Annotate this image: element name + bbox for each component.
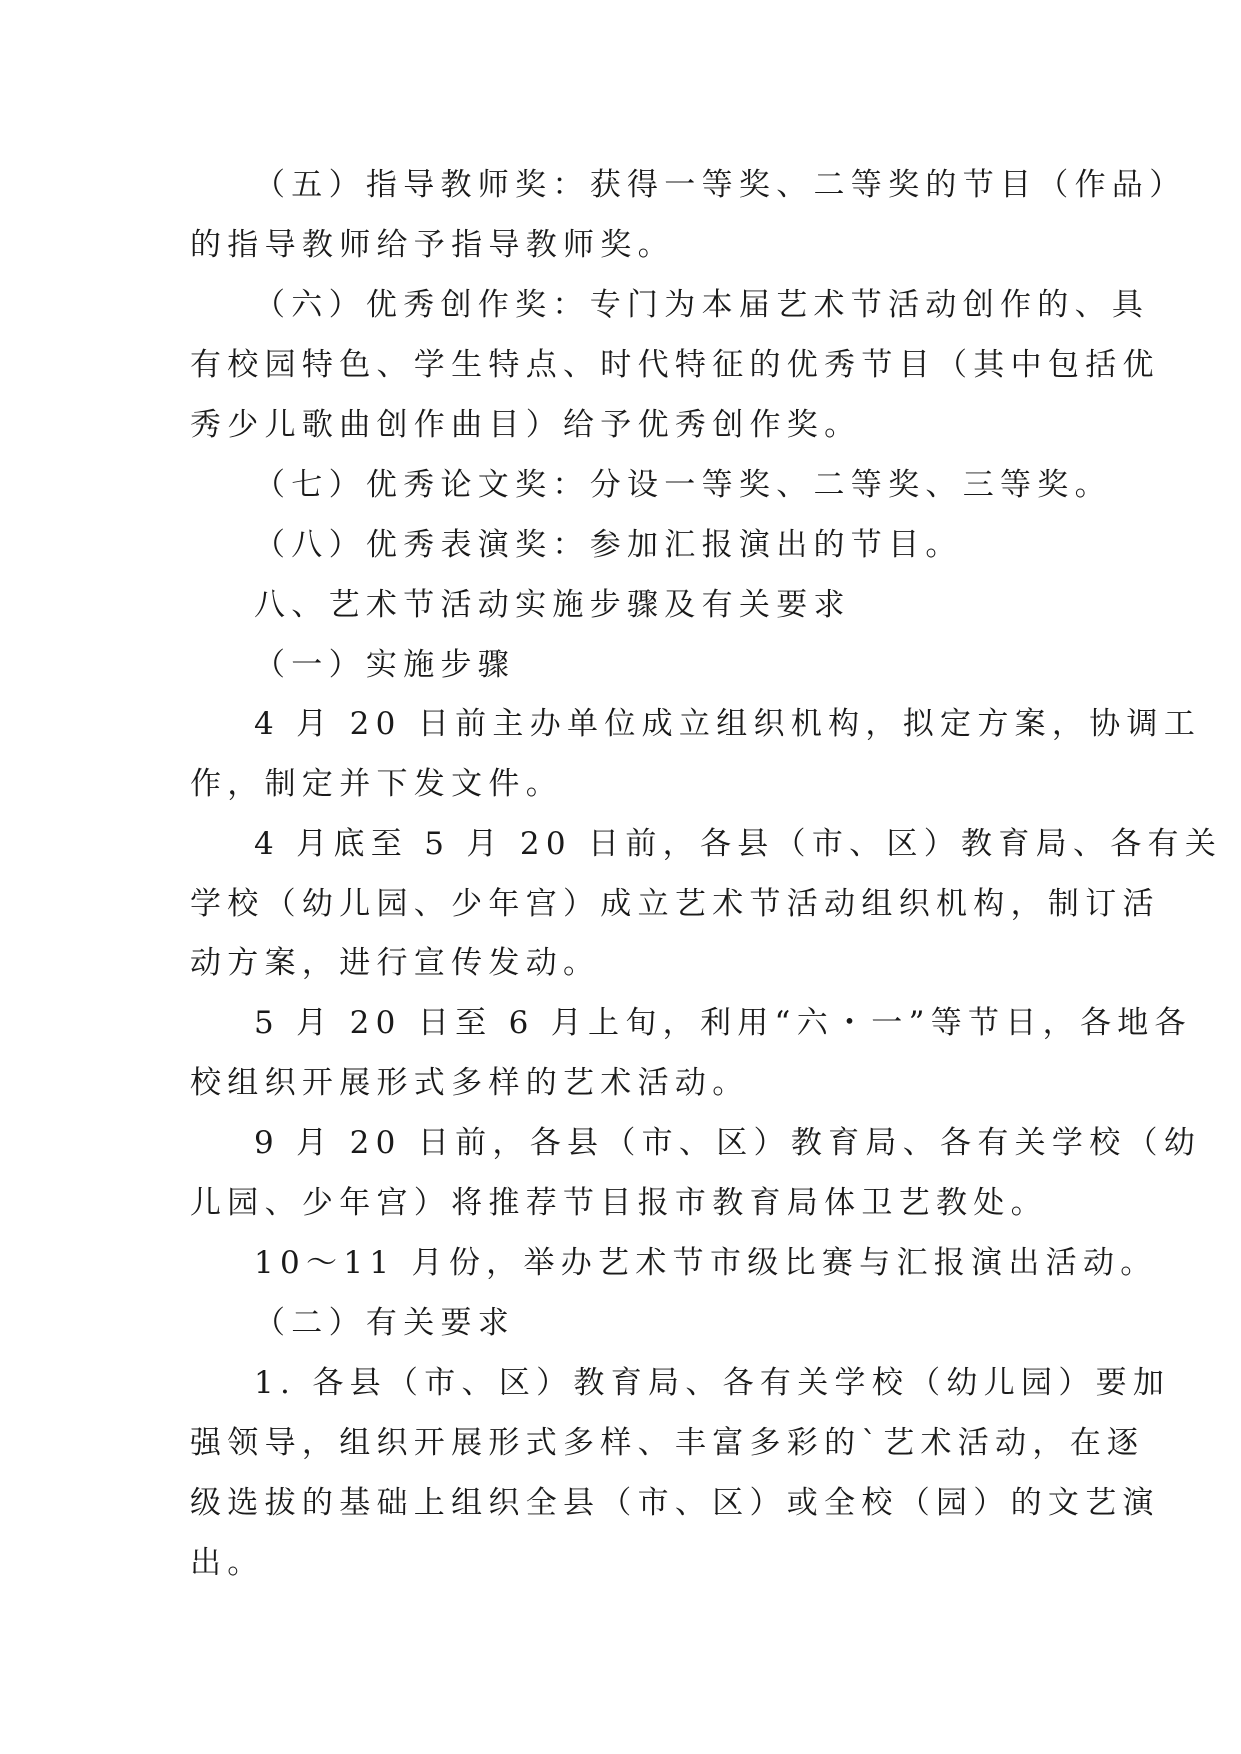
text-line: 4 月底至 5 月 20 日前，各县（市、区）教育局、各有关 [254, 826, 1223, 862]
text-line: 作，制定并下发文件。 [190, 766, 563, 802]
text-line: 4 月 20 日前主办单位成立组织机构，拟定方案，协调工 [254, 706, 1202, 742]
section-heading: 八、艺术节活动实施步骤及有关要求 [254, 587, 851, 623]
text-line: 儿园、少年宫）将推荐节目报市教育局体卫艺教处。 [190, 1185, 1048, 1221]
text-line: 1. 各县（市、区）教育局、各有关学校（幼儿园）要加 [254, 1365, 1171, 1401]
subsection-heading: （一）实施步骤 [254, 647, 516, 683]
text-line: 9 月 20 日前，各县（市、区）教育局、各有关学校（幼 [254, 1125, 1202, 1161]
text-line: 的指导教师给予指导教师奖。 [190, 227, 675, 263]
text-line: （七）优秀论文奖：分设一等奖、二等奖、三等奖。 [254, 467, 1112, 503]
text-line: 强领导，组织开展形式多样、丰富多彩的`艺术活动，在逐 [190, 1425, 1145, 1461]
subsection-heading: （二）有关要求 [254, 1305, 516, 1341]
text-line: 校组织开展形式多样的艺术活动。 [190, 1065, 750, 1101]
text-line: （八）优秀表演奖：参加汇报演出的节目。 [254, 527, 963, 563]
text-line: 学校（幼儿园、少年宫）成立艺术节活动组织机构，制订活 [190, 886, 1160, 922]
text-line: 10～11 月份，举办艺术节市级比赛与汇报演出活动。 [254, 1245, 1158, 1281]
text-line: （六）优秀创作奖：专门为本届艺术节活动创作的、具 [254, 287, 1150, 323]
text-line: 级选拔的基础上组织全县（市、区）或全校（园）的文艺演 [190, 1485, 1160, 1521]
text-line: （五）指导教师奖：获得一等奖、二等奖的节目（作品） [254, 167, 1187, 203]
text-line: 动方案，进行宣传发动。 [190, 945, 601, 981]
text-line: 秀少儿歌曲创作曲目）给予优秀创作奖。 [190, 407, 862, 443]
text-line: 出。 [190, 1545, 265, 1581]
text-line: 有校园特色、学生特点、时代特征的优秀节目（其中包括优 [190, 347, 1160, 383]
text-line: 5 月 20 日至 6 月上旬，利用“六・一”等节日，各地各 [254, 1005, 1192, 1041]
